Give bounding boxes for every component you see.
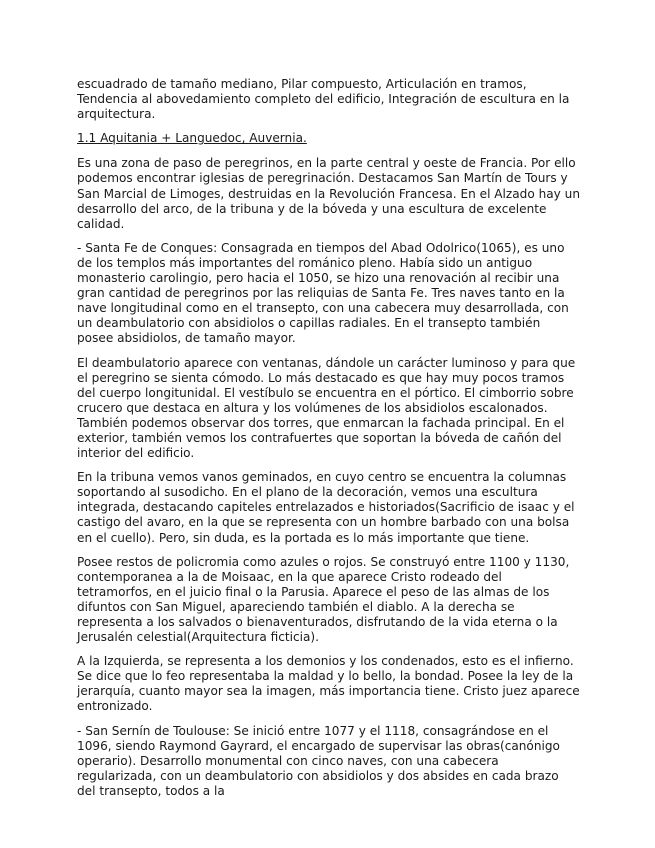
paragraph-deambulatorio: El deambulatorio aparece con ventanas, dándole un carácter luminoso y para que el peregrino se sienta cómodo. Lo más destacado es que hay muy pocos tramos del cuerpo longitunidal. El vestíbulo se encuentra en el pórtico. El cimborrio sobre crucero que destaca en altura y los volúmenes de los absidiolos escalonados. También podemos observar dos torres, que enmarcan la fachada principal. En el exterior, también vemos los contrafuertes que soportan la bóveda de cañón del interior del edificio. <box>77 355 576 461</box>
paragraph-santa-fe-conques: - Santa Fe de Conques: Consagrada en tiempos del Abad Odolrico(1065), es uno de los templos más importantes del románico pleno. Había sido un antiguo monasterio carolingio, pero hacia el 1050, se hizo una renovación al recibir una gran cantidad de peregrinos por las reliquias de Santa Fe. Tres naves tanto en la nave longitudinal como en el transepto, con una cabecera muy desarrollada, con un deambulatorio con absidiolos o capillas radiales. En el transepto también posee absidiolos, de tamaño mayor. <box>77 240 569 346</box>
paragraph-zona-peregrinos: Es una zona de paso de peregrinos, en la parte central y oeste de Francia. Por ello podemos encontrar iglesias de peregrinación. Destacamos San Martín de Tours y San Marcial de Limoges, destruidas en la Revolución Francesa. En el Alzado hay un desarrollo del arco, de la tribuna y de la bóveda y una escultura de excelente calidad. <box>77 156 580 231</box>
document-body <box>77 77 580 808</box>
section-heading: 1.1 Aquitania + Languedoc, Auvernia. <box>77 131 307 146</box>
paragraph-policromia: Posee restos de policromia como azules o rojos. Se construyó entre 1100 y 1130, contemporanea a la de Moisaac, en la que aparece Cristo rodeado del tetramorfos, en el juicio final o la Parusia. Aparece el peso de las almas de los difuntos con San Miguel, apareciendo también el diablo. A la derecha se representa a los salvados o bienaventurados, disfrutando de la vida eterna o la Jerusalén celestial(Arquitectura ficticia). <box>77 554 570 645</box>
paragraph-izquierda: A la Izquierda, se representa a los demonios y los condenados, esto es el infierno. Se dice que lo feo representaba la maldad y lo bello, la bondad. Posee la ley de la jerarquía, cuanto mayor sea la imagen, más importancia tiene. Cristo juez aparece entronizado. <box>77 654 580 714</box>
paragraph-tribuna: En la tribuna vemos vanos geminados, en cuyo centro se encuentra la columnas soportando al susodicho. En el plano de la decoración, vemos una escultura integrada, destacando capiteles entrelazados e historiados(Sacrificio de isaac y el castigo del avaro, en la que se representa con un hombre barbado con una bolsa en el cuello). Pero, sin duda, es la portada es lo más importante que tiene. <box>77 470 575 545</box>
paragraph-intro: escuadrado de tamaño mediano, Pilar compuesto, Articulación en tramos, Tendencia al abovedamiento completo del edificio, Integración de escultura en la arquitectura. <box>77 77 570 122</box>
paragraph-san-sernin: - San Sernín de Toulouse: Se inició entre 1077 y el 1118, consagrándose en el 1096, siendo Raymond Gayrard, el encargado de supervisar las obras(canónigo operario). Desarrollo monumental con cinco naves, con una cabecera regularizada, con un deambulatorio con absidiolos y dos absides en cada brazo del transepto, todos a la <box>77 723 560 798</box>
